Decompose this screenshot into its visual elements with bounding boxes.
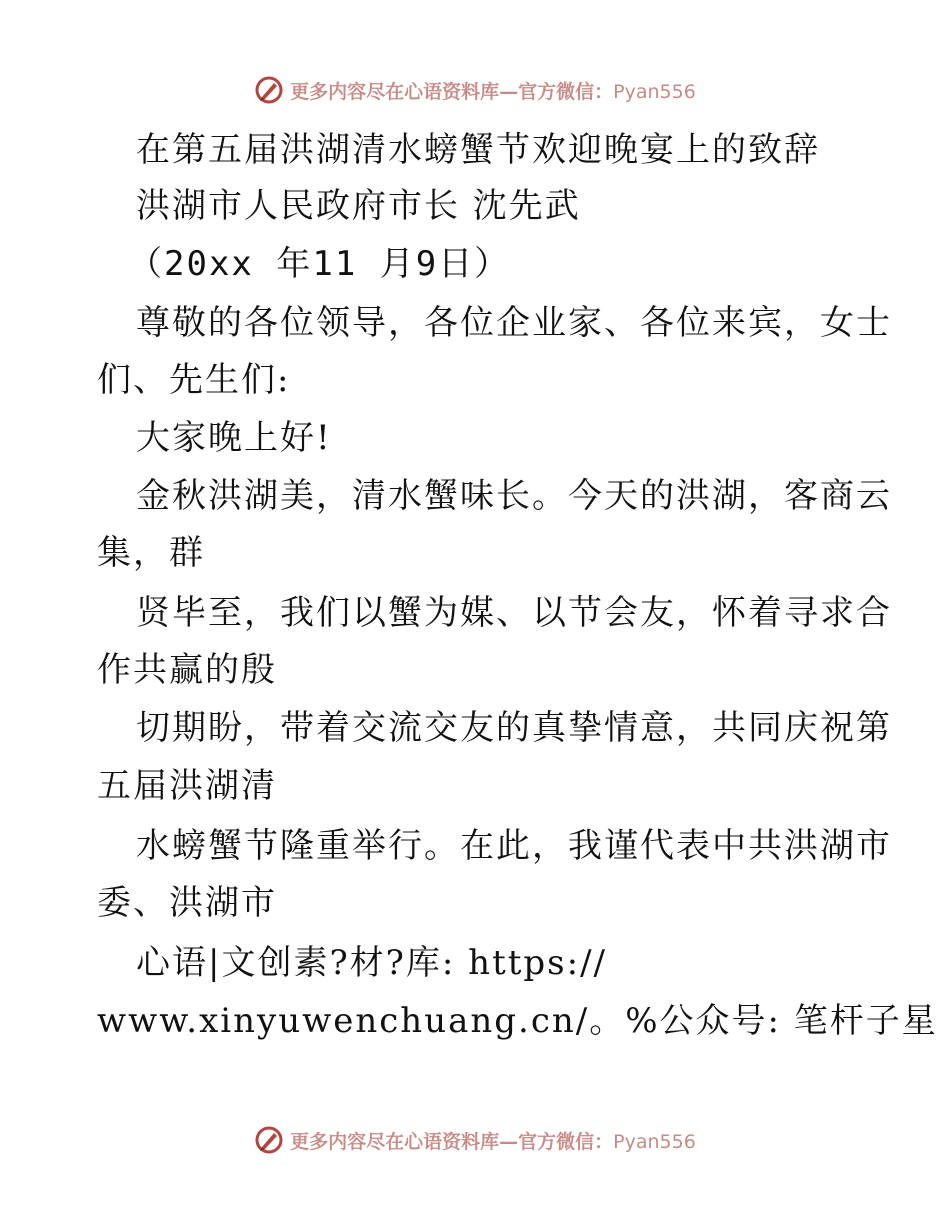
- paragraph-1-line-1: 金秋洪湖美，清水蟹味长。今天的洪湖，客商云: [136, 476, 892, 516]
- paragraph-1-line-2: 集，群: [97, 533, 205, 573]
- banner-handle: Pyan556: [613, 1130, 696, 1153]
- footer-banner: [0, 1120, 950, 1160]
- document-title: 在第五届洪湖清水螃蟹节欢迎晚宴上的致辞: [136, 130, 820, 170]
- paragraph-2-line-2: 作共赢的殷: [97, 650, 277, 690]
- pen-logo-icon: [254, 1125, 284, 1155]
- paragraph-2-line-1: 贤毕至，我们以蟹为媒、以节会友，怀着寻求合: [136, 593, 892, 633]
- paragraph-4-line-1: 水螃蟹节隆重举行。在此，我谨代表中共洪湖市: [136, 826, 892, 866]
- paragraph-3-line-1: 切期盼，带着交流交友的真挚情意，共同庆祝第: [136, 708, 892, 748]
- paragraph-3-line-2: 五届洪湖清: [97, 766, 277, 806]
- pen-logo-icon: [254, 75, 284, 105]
- source-line-1: 心语|文创素?材?库: https://: [136, 943, 607, 983]
- banner-text: [290, 1127, 696, 1154]
- banner-label: 更多内容尽在心语资料库—官方微信：: [290, 1130, 614, 1153]
- welcome-line: 大家晚上好!: [136, 418, 332, 458]
- date-line: （20xx 年11 月9日）: [128, 244, 511, 284]
- greeting-line-1: 尊敬的各位领导，各位企业家、各位来宾，女士: [136, 303, 892, 343]
- header-banner: [0, 70, 950, 110]
- greeting-line-2: 们、先生们:: [97, 360, 291, 400]
- banner-label: 更多内容尽在心语资料库—官方微信：: [290, 80, 614, 103]
- banner-handle: Pyan556: [613, 80, 696, 103]
- source-line-2: www.xinyuwenchuang.cn/。%公众号: 笔杆子星: [97, 1001, 938, 1041]
- paragraph-4-line-2: 委、洪湖市: [97, 883, 277, 923]
- speaker-line: 洪湖市人民政府市长 沈先武: [136, 186, 581, 226]
- banner-text: [290, 77, 696, 104]
